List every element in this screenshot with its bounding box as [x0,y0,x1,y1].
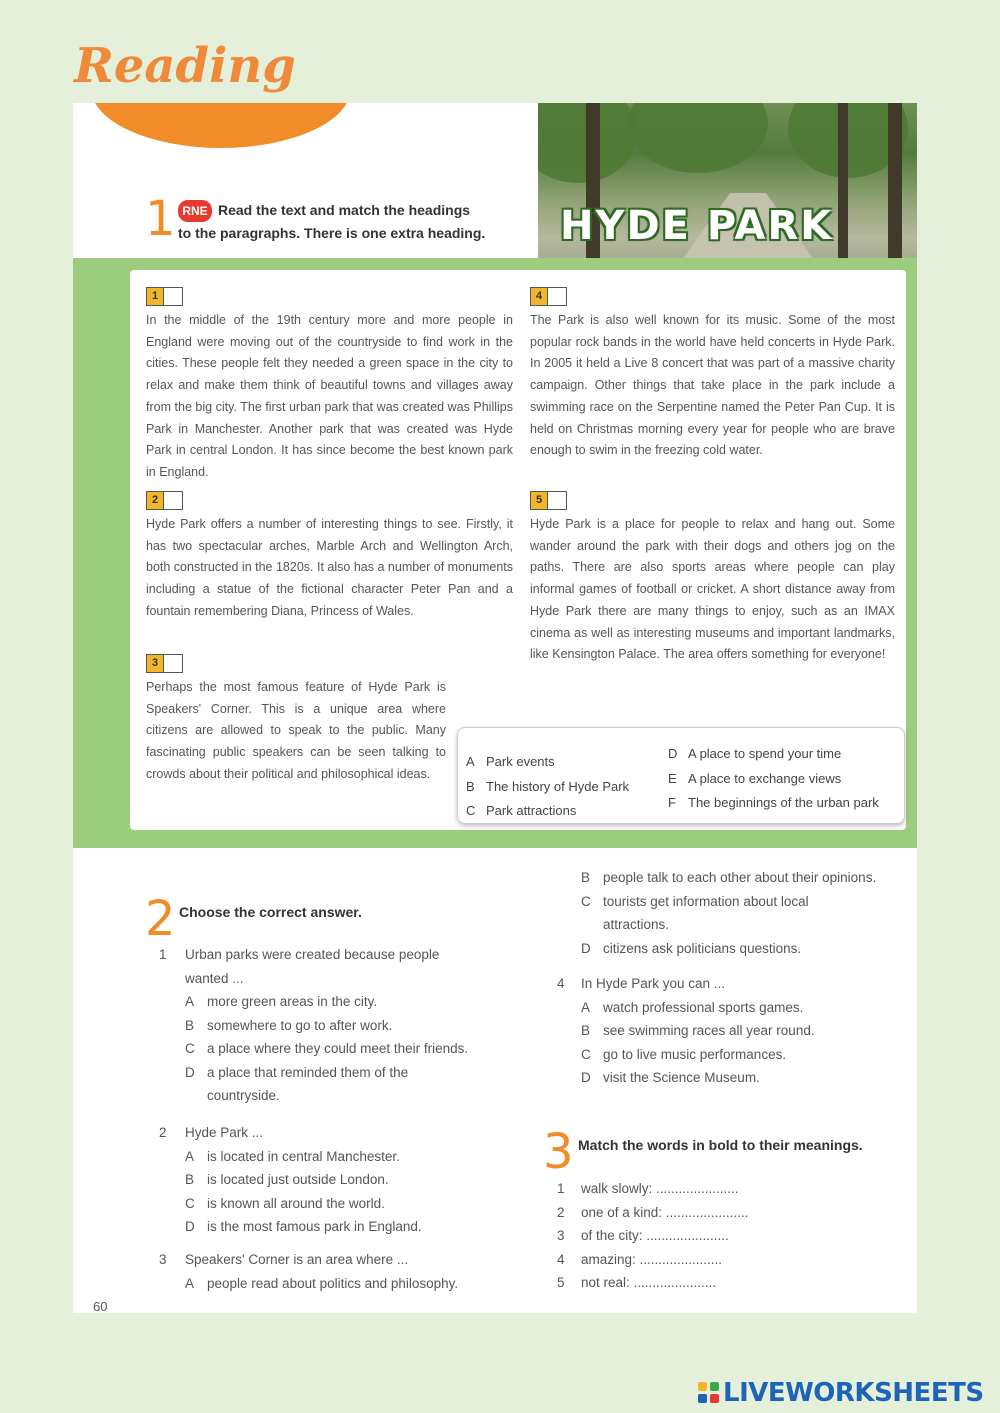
paragraph-5-text: Hyde Park is a place for people to relax and hang out. Some wander around the park with their dogs and others jog on the paths. There are also sports areas where people can play informal games of football or cricket. A short distance away from Hyde Park there are many things to enjoy, such as an IMAX cinema as well as interesting museums and important landmarks, like Kensington Palace. The area offers something for everyone! [530,517,895,662]
heading-f: F The beginnings of the urban park [668,795,879,810]
paragraph-2-answer-box[interactable]: 2 [146,491,183,510]
paragraph-2-text: Hyde Park offers a number of interesting things to see. Firstly, it has two spectacular arches, Marble Arch and Wellington Arch, both constructed in the 1820s. It also has a number of monuments including a statue of the fictional character Peter Pan and a fountain remembering Diana, Princess of Wales. [146,517,513,618]
paragraph-4-answer-box[interactable]: 4 [530,287,567,306]
decorative-orange-shape [91,103,351,148]
liveworksheets-logo: LIVEWORKSHEETS [698,1378,984,1408]
ex3-item-1[interactable]: 1 walk slowly: ...................... [557,1181,739,1196]
exercise-3-instruction: Match the words in bold to their meanings. [578,1137,863,1153]
paragraph-5-answer-box[interactable]: 5 [530,491,567,510]
q3-option-c[interactable]: C tourists get information about local [581,893,809,909]
question-2: 2 Hyde Park ... A is located in central Manchester. B is located just outside London. C is known all around the world. D is the most famous park in England. [159,1121,499,1239]
photo-title: HYDE PARK [560,203,834,249]
ex3-item-4[interactable]: 4 amazing: ...................... [557,1251,723,1267]
heading-c: C Park attractions [466,803,577,818]
q3-option-d[interactable]: D citizens ask politicians questions. [581,940,802,956]
liveworksheets-icon [698,1382,720,1404]
q1-option-b[interactable]: B somewhere to go to after work. [185,1017,393,1033]
hyde-park-photo [538,103,917,271]
q4-option-d[interactable]: D visit the Science Museum. [581,1070,760,1085]
q3-option-a[interactable]: A people read about politics and philosophy. [185,1275,459,1291]
paragraph-1-answer-box[interactable]: 1 [146,287,183,306]
q2-option-c[interactable]: C is known all around the world. [185,1195,385,1211]
headings-list [457,727,905,824]
q4-option-a[interactable]: A watch professional sports games. [581,999,804,1015]
page-number: 60 [93,1299,108,1313]
q1-option-a[interactable]: A more green areas in the city. [185,994,378,1009]
q2-option-d[interactable]: D is the most famous park in England. [185,1219,422,1234]
ex3-item-3[interactable]: 3 of the city: ...................... [557,1228,729,1243]
q2-option-b[interactable]: B is located just outside London. [185,1172,389,1187]
paragraph-2 [146,489,513,623]
q2-option-a[interactable]: A is located in central Manchester. [185,1148,400,1164]
paragraph-4 [530,285,895,462]
rne-badge: RNE [178,200,212,222]
question-3-part-1: 3 Speakers' Corner is an area where ... A people read about politics and philosophy. [159,1248,519,1295]
question-1: 1 Urban parks were created because people wanted ... A more green areas in the city. B somewhere to go to after work. C a place where they could meet their friends. D a place that reminded them of the countryside. [159,943,499,1108]
q3-option-b[interactable]: B people talk to each other about their opinions. [581,870,877,885]
exercise-3-list [557,1177,907,1295]
paragraph-3-answer-box[interactable]: 3 [146,654,183,673]
q1-option-c[interactable]: C a place where they could meet their friends. [185,1041,469,1056]
paragraph-1 [146,285,513,484]
exercise-2-number: 2 [145,891,176,947]
question-4: 4 In Hyde Park you can ... A watch professional sports games. B see swimming races all year round. C go to live music performances. D visit the Science Museum. [557,972,907,1090]
exercise-3-number: 3 [543,1124,574,1180]
worksheet-page [73,103,917,1313]
paragraph-4-text: The Park is also well known for its music. Some of the most popular rock bands in the world have held concerts in Hyde Park. In 2005 it held a Live 8 concert that was part of a massive charity campaign. Other things that take place in the park include a swimming race on the Serpentine named the Peter Pan Cup. It is held on Christmas morning every year for people who are brave enough to swim in the freezing cold water. [530,313,895,458]
heading-e: E A place to exchange views [668,771,842,786]
exercise-1-instruction: RNE Read the text and match the headings to the paragraphs. There is one extra heading. [178,202,486,242]
ex3-item-2[interactable]: 2 one of a kind: ...................... [557,1204,749,1220]
heading-d: D A place to spend your time [668,746,842,761]
q4-option-c[interactable]: C go to live music performances. [581,1046,787,1062]
ex3-item-5[interactable]: 5 not real: ...................... [557,1275,717,1290]
paragraph-1-text: In the middle of the 19th century more and more people in England were moving out of the countryside to find work in the cities. These people felt they needed a green space in the city to relax and make them think of beautiful towns and villages away from the big city. The first urban park that was created was Phillips Park in Manchester. Another park that was created was Hyde Park in central London. It has since become the best known park in England. [146,313,513,479]
heading-b: B The history of Hyde Park [466,779,630,794]
heading-a: A Park events [466,754,555,769]
q1-option-d[interactable]: D a place that reminded them of the [185,1064,409,1080]
page-title: Reading [74,38,296,94]
paragraph-5 [530,489,895,666]
exercise-2-instruction: Choose the correct answer. [179,904,362,920]
exercise-1-number: 1 [145,191,176,247]
question-3-part-2: B people talk to each other about their opinions. C tourists get information about local attractions. D citizens ask politicians questions. [581,866,911,960]
q4-option-b[interactable]: B see swimming races all year round. [581,1023,815,1038]
paragraph-3-text: Perhaps the most famous feature of Hyde Park is Speakers' Corner. This is a unique area where citizens are allowed to speak to the public. Many fascinating public speakers can be seen talking to crowds about their political and philosophical ideas. [146,680,446,781]
